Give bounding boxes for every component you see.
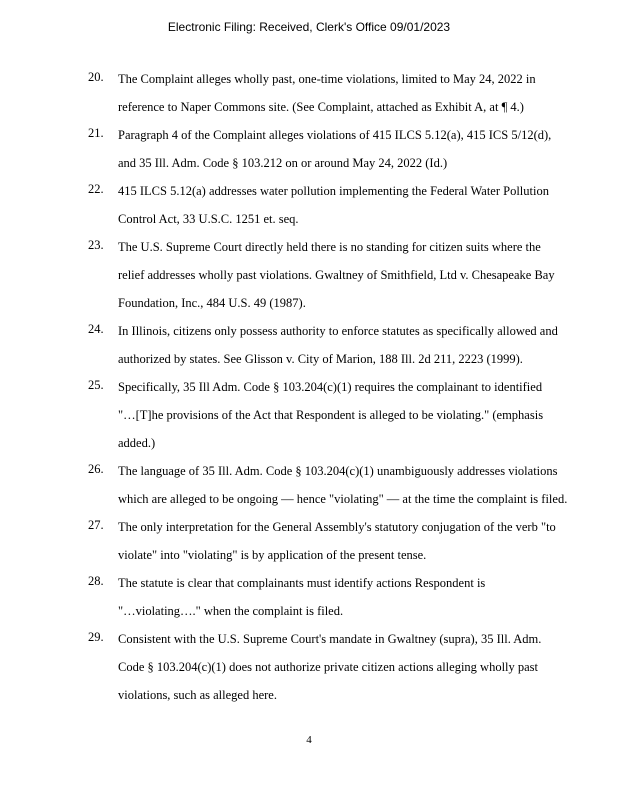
paragraph-line: In Illinois, citizens only possess authority to enforce statutes as specifically allowed and: [118, 324, 558, 338]
paragraph-line: added.): [118, 436, 156, 450]
paragraph-25: [88, 378, 588, 462]
paragraph-number: 23.: [88, 238, 104, 252]
paragraph-line: authorized by states. See Glisson v. City of Marion, 188 Ill. 2d 211, 2223 (1999).: [118, 352, 523, 366]
filing-header: Electronic Filing: Received, Clerk's Office 09/01/2023: [167, 20, 451, 34]
paragraph-line: Foundation, Inc., 484 U.S. 49 (1987).: [118, 296, 306, 310]
paragraph-24: [88, 322, 588, 378]
paragraph-number: 29.: [88, 630, 104, 644]
paragraph-29: [88, 630, 588, 714]
document-body: [88, 70, 588, 714]
paragraph-line: relief addresses wholly past violations. Gwaltney of Smithfield, Ltd v. Chesapeake Bay: [118, 268, 555, 282]
paragraph-line: and 35 Ill. Adm. Code § 103.212 on or around May 24, 2022 (Id.): [118, 156, 448, 170]
paragraph-line: Paragraph 4 of the Complaint alleges violations of 415 ILCS 5.12(a), 415 ICS 5/12(d),: [118, 128, 552, 142]
paragraph-number: 24.: [88, 322, 104, 336]
paragraph-line: violations, such as alleged here.: [118, 688, 277, 702]
paragraph-line: Code § 103.204(c)(1) does not authorize private citizen actions alleging wholly past: [118, 660, 539, 674]
paragraph-number: 28.: [88, 574, 104, 588]
paragraph-23: [88, 238, 588, 322]
paragraph-number: 22.: [88, 182, 104, 196]
paragraph-line: The statute is clear that complainants must identify actions Respondent is: [118, 576, 486, 590]
paragraph-28: [88, 574, 588, 630]
paragraph-line: violate" into "violating" is by application of the present tense.: [118, 548, 427, 562]
paragraph-line: The language of 35 Ill. Adm. Code § 103.204(c)(1) unambiguously addresses violations: [118, 464, 558, 478]
paragraph-26: [88, 462, 588, 518]
paragraph-line: "…[T]he provisions of the Act that Respondent is alleged to be violating." (emphasis: [118, 408, 544, 422]
paragraph-number: 25.: [88, 378, 104, 392]
paragraph-21: [88, 126, 588, 182]
paragraph-line: The Complaint alleges wholly past, one-time violations, limited to May 24, 2022 in: [118, 72, 536, 86]
paragraph-22: [88, 182, 588, 238]
paragraph-line: Specifically, 35 Ill Adm. Code § 103.204(c)(1) requires the complainant to identified: [118, 380, 543, 394]
paragraph-number: 26.: [88, 462, 104, 476]
paragraph-20: [88, 70, 588, 126]
paragraph-line: reference to Naper Commons site. (See Complaint, attached as Exhibit A, at ¶ 4.): [118, 100, 524, 114]
paragraph-line: The only interpretation for the General Assembly's statutory conjugation of the verb "to: [118, 520, 556, 534]
paragraph-number: 21.: [88, 126, 104, 140]
paragraph-line: The U.S. Supreme Court directly held there is no standing for citizen suits where the: [118, 240, 541, 254]
paragraph-27: [88, 518, 588, 574]
paragraph-number: 27.: [88, 518, 104, 532]
paragraph-line: "…violating…." when the complaint is filed.: [118, 604, 344, 618]
paragraph-line: Consistent with the U.S. Supreme Court's mandate in Gwaltney (supra), 35 Ill. Adm.: [118, 632, 542, 646]
paragraph-line: 415 ILCS 5.12(a) addresses water pollution implementing the Federal Water Pollution: [118, 184, 549, 198]
paragraph-line: Control Act, 33 U.S.C. 1251 et. seq.: [118, 212, 299, 226]
paragraph-line: which are alleged to be ongoing — hence "violating" — at the time the complaint is filed.: [118, 492, 568, 506]
page-number: 4: [306, 734, 312, 746]
paragraph-number: 20.: [88, 70, 104, 84]
